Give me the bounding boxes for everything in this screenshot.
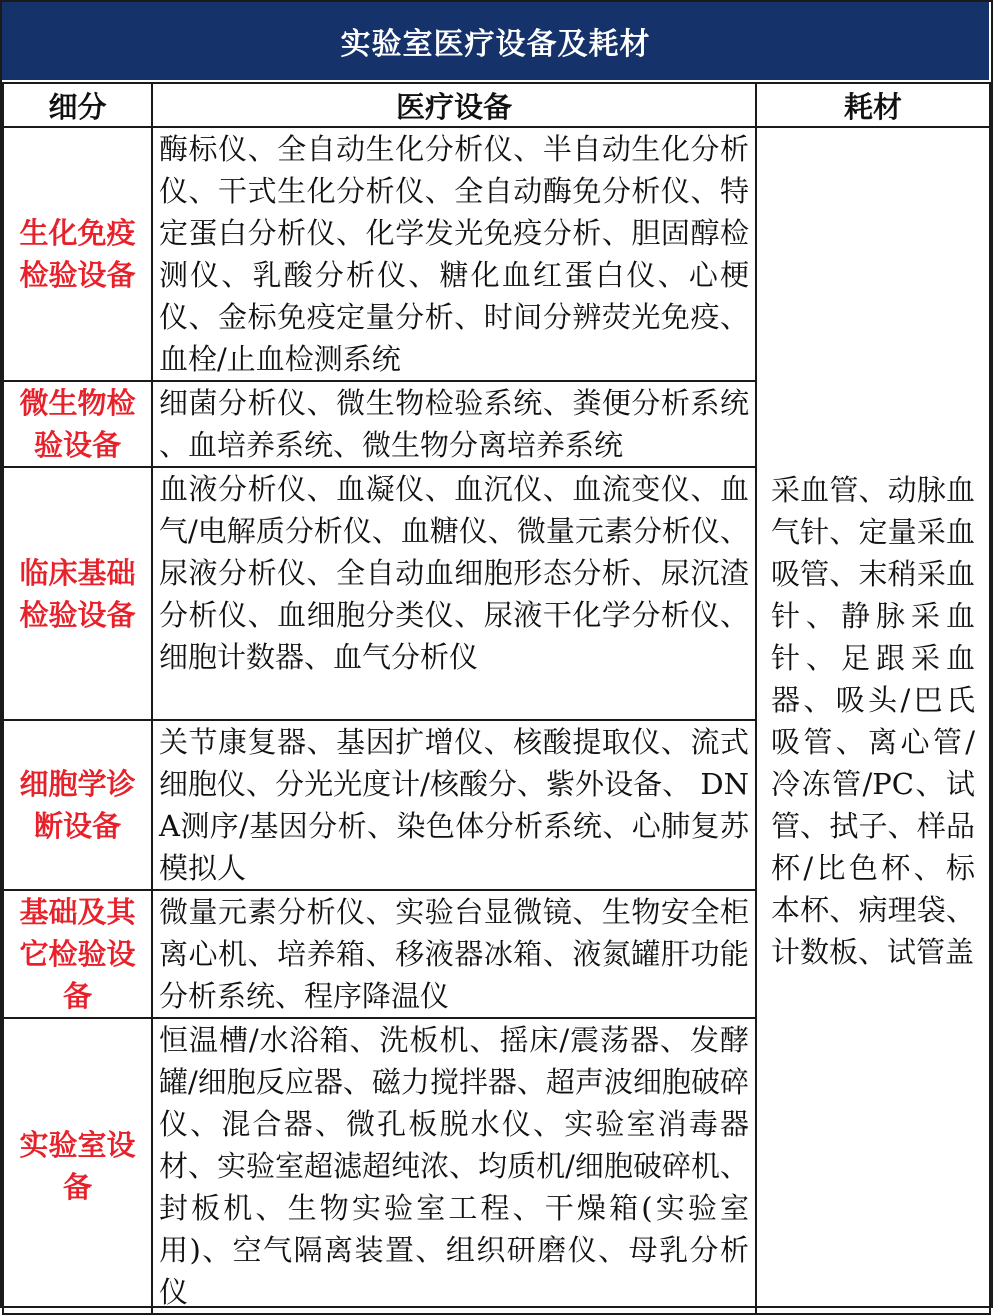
equipment-cell: 细菌分析仪、微生物检验系统、粪便分析系统 、血培养系统、微生物分离培养系统	[152, 381, 756, 467]
category-cell: 生化免疫检验设备	[3, 127, 152, 381]
category-cell: 基础及其它检验设备	[3, 890, 152, 1018]
equipment-cell: 关节康复器、基因扩增仪、核酸提取仪、流式细胞仪、分光光度计/核酸分、紫外设备、 DNA测序/基因分析、染色体分析系统、心肺复苏模拟人	[152, 720, 756, 890]
category-cell: 实验室设备	[3, 1018, 152, 1314]
equipment-cell: 微量元素分析仪、实验台显微镜、生物安全柜离心机、培养箱、移液器冰箱、液氮罐肝功能分析系统、程序降温仪	[152, 890, 756, 1018]
header-equipment: 医疗设备	[152, 83, 756, 127]
category-cell: 临床基础检验设备	[3, 467, 152, 720]
page-title: 实验室医疗设备及耗材	[2, 2, 989, 80]
equipment-cell: 血液分析仪、血凝仪、血沉仪、血流变仪、血气/电解质分析仪、血糖仪、微量元素分析仪、尿液分析仪、全自动血细胞形态分析、尿沉渣分析仪、血细胞分类仪、尿液干化学分析仪、细胞计数器、血气分析仪	[152, 467, 756, 720]
header-segment: 细分	[3, 83, 152, 127]
equipment-cell: 酶标仪、全自动生化分析仪、半自动生化分析仪、干式生化分析仪、全自动酶免分析仪、特定蛋白分析仪、化学发光免疫分析、胆固醇检测仪、乳酸分析仪、糖化血红蛋白仪、心梗仪、金标免疫定量分析、时间分辨荧光免疫、血栓/止血检测系统	[152, 127, 756, 381]
category-cell: 细胞学诊断设备	[3, 720, 152, 890]
category-cell: 微生物检验设备	[3, 381, 152, 467]
consumables-cell: 采血管、动脉血气针、定量采血吸管、末稍采血针、静脉采血针、足跟采血器、吸头/巴氏吸管、离心管/冷冻管/PC、试管、拭子、样品杯/比色杯、标本杯、病理袋、计数板、试管盖	[756, 127, 990, 1314]
header-consumables: 耗材	[756, 83, 990, 127]
table-row	[3, 127, 990, 381]
equipment-table	[2, 82, 991, 1315]
equipment-cell: 恒温槽/水浴箱、洗板机、摇床/震荡器、发酵罐/细胞反应器、磁力搅拌器、超声波细胞破碎仪、混合器、微孔板脱水仪、实验室消毒器材、实验室超滤超纯浓、均质机/细胞破碎机、封板机、生物实验室工程、干燥箱(实验室用)、空气隔离装置、组织研磨仪、母乳分析仪	[152, 1018, 756, 1314]
table-header-row	[3, 83, 990, 127]
